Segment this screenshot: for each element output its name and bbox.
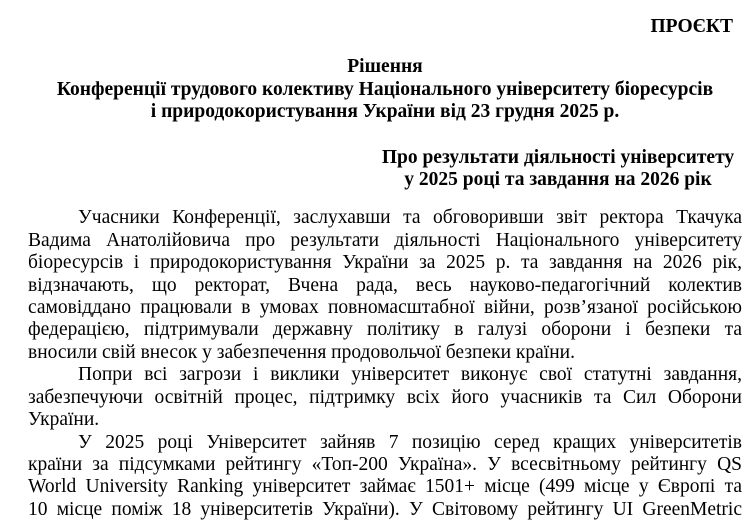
document-title-line: і природокористування України від 23 грудня 2025 р.	[150, 101, 620, 123]
paragraph-line: федерацією, підтримували державну політику в галузі оборони і безпеки та	[28, 319, 742, 341]
document-title-line: Конференції трудового колективу Національного університету біоресурсів	[56, 78, 714, 100]
paragraph-line: 10 місце поміж 18 університетів України). У Світовому рейтингу UI GreenMetric	[28, 498, 742, 520]
paragraph-line: забезпечуючи освітній процес, підтримку всіх його учасників та Сил Оборони	[28, 386, 742, 408]
document-subject-line: у 2025 році та завдання на 2026 рік	[404, 169, 712, 191]
draft-stamp: ПРОЄКТ	[650, 16, 733, 37]
paragraph-line: самовіддано працювали в умовах повномасштабної війни, розв’язаної російською	[28, 297, 742, 319]
paragraph-line: World University Ranking університет займає 1501+ місце (499 місце у Європі та	[28, 476, 742, 498]
paragraph-3	[28, 432, 742, 522]
paragraph-line: У 2025 році Університет зайняв 7 позицію серед кращих університетів	[78, 431, 742, 453]
document-title	[28, 56, 742, 123]
paragraph-line: Вадима Анатолійовича про результати діяльності Національного університету	[28, 229, 742, 251]
paragraph-line: вносили свій внесок у забезпечення продовольчої безпеки країни.	[28, 341, 575, 363]
paragraph-line: Попри всі загрози і виклики університет виконує свої статутні завдання,	[78, 364, 742, 386]
document-title-line: Рішення	[347, 56, 423, 78]
document-subject	[374, 147, 742, 192]
paragraph-line: відзначають, що ректорат, Вчена рада, весь науково-педагогічний колектив	[28, 274, 742, 296]
paragraph-1	[28, 207, 742, 364]
paragraph-line: Учасники Конференції, заслухавши та обговоривши звіт ректора Ткачука	[78, 207, 742, 229]
document-subject-line: Про результати діяльності університету	[381, 146, 735, 168]
document-body	[28, 207, 742, 521]
paragraph-2	[28, 364, 742, 431]
paragraph-line: України.	[28, 409, 100, 431]
paragraph-line: біоресурсів і природокористування України за 2025 р. та завдання на 2026 рік,	[28, 252, 742, 274]
paragraph-line: країни за підсумками рейтингу «Топ-200 Україна». У всесвітньому рейтингу QS	[28, 453, 742, 475]
